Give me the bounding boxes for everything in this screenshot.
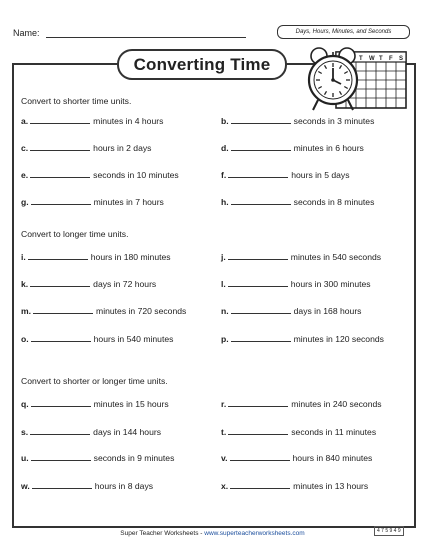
answer-blank[interactable]: [31, 453, 91, 461]
question-p: p. minutes in 120 seconds: [221, 334, 384, 344]
question-k: k. days in 72 hours: [21, 279, 157, 289]
answer-blank[interactable]: [231, 334, 291, 342]
question-b: b. seconds in 3 minutes: [221, 116, 375, 126]
question-f: f. hours in 5 days: [221, 170, 350, 180]
question-d: d. minutes in 6 hours: [221, 143, 364, 153]
answer-blank[interactable]: [32, 481, 92, 489]
clock-calendar-icon: [306, 44, 412, 114]
question-h: h. seconds in 8 minutes: [221, 197, 375, 207]
question-t: t. seconds in 11 minutes: [221, 427, 377, 437]
question-e: e. seconds in 10 minutes: [21, 170, 179, 180]
answer-blank[interactable]: [31, 399, 91, 407]
footer-link[interactable]: www.superteacherworksheets.com: [204, 530, 305, 537]
question-u: u. seconds in 9 minutes: [21, 453, 175, 463]
worksheet-code: 4 7 5 9 4 9: [374, 526, 404, 536]
question-o: o. hours in 540 minutes: [21, 334, 174, 344]
name-row: [13, 28, 246, 38]
question-r: r. minutes in 240 seconds: [221, 399, 382, 409]
answer-blank[interactable]: [231, 197, 291, 205]
calendar-day-letter: T: [379, 56, 383, 62]
section-heading: Convert to shorter time units.: [21, 96, 132, 106]
calendar-day-letter: W: [369, 56, 375, 62]
question-m: m. minutes in 720 seconds: [21, 306, 187, 316]
calendar-day-letter: F: [389, 56, 393, 62]
answer-blank[interactable]: [231, 143, 291, 151]
section-heading: Convert to longer time units.: [21, 229, 129, 239]
footer: [0, 530, 425, 537]
answer-blank[interactable]: [30, 279, 90, 287]
answer-blank[interactable]: [228, 279, 288, 287]
footer-separator: -: [198, 530, 205, 537]
answer-blank[interactable]: [31, 334, 91, 342]
answer-blank[interactable]: [33, 306, 93, 314]
footer-brand: Super Teacher Worksheets: [120, 530, 199, 537]
question-c: c. hours in 2 days: [21, 143, 152, 153]
answer-blank[interactable]: [230, 481, 290, 489]
question-i: i. hours in 180 minutes: [21, 252, 171, 262]
question-v: v. hours in 840 minutes: [221, 453, 373, 463]
answer-blank[interactable]: [30, 116, 90, 124]
question-l: l. hours in 300 minutes: [221, 279, 371, 289]
answer-blank[interactable]: [228, 399, 288, 407]
question-a: a. minutes in 4 hours: [21, 116, 164, 126]
answer-blank[interactable]: [30, 427, 90, 435]
page-title: Converting Time: [117, 49, 287, 80]
answer-blank[interactable]: [228, 170, 288, 178]
question-s: s. days in 144 hours: [21, 427, 162, 437]
answer-blank[interactable]: [231, 306, 291, 314]
answer-blank[interactable]: [228, 427, 288, 435]
question-x: x. minutes in 13 hours: [221, 481, 369, 491]
calendar-day-letter: S: [399, 56, 404, 62]
name-field[interactable]: [46, 28, 246, 38]
answer-blank[interactable]: [231, 116, 291, 124]
question-w: w. hours in 8 days: [21, 481, 154, 491]
question-j: j. minutes in 540 seconds: [221, 252, 382, 262]
name-label: Name:: [13, 28, 40, 38]
section-heading: Convert to shorter or longer time units.: [21, 376, 168, 386]
calendar-day-letter: T: [359, 56, 363, 62]
answer-blank[interactable]: [228, 252, 288, 260]
question-n: n. days in 168 hours: [221, 306, 362, 316]
answer-blank[interactable]: [230, 453, 290, 461]
topic-badge: Days, Hours, Minutes, and Seconds: [277, 25, 410, 39]
answer-blank[interactable]: [28, 252, 88, 260]
answer-blank[interactable]: [31, 197, 91, 205]
answer-blank[interactable]: [30, 143, 90, 151]
answer-blank[interactable]: [30, 170, 90, 178]
question-g: g. minutes in 7 hours: [21, 197, 164, 207]
question-q: q. minutes in 15 hours: [21, 399, 169, 409]
